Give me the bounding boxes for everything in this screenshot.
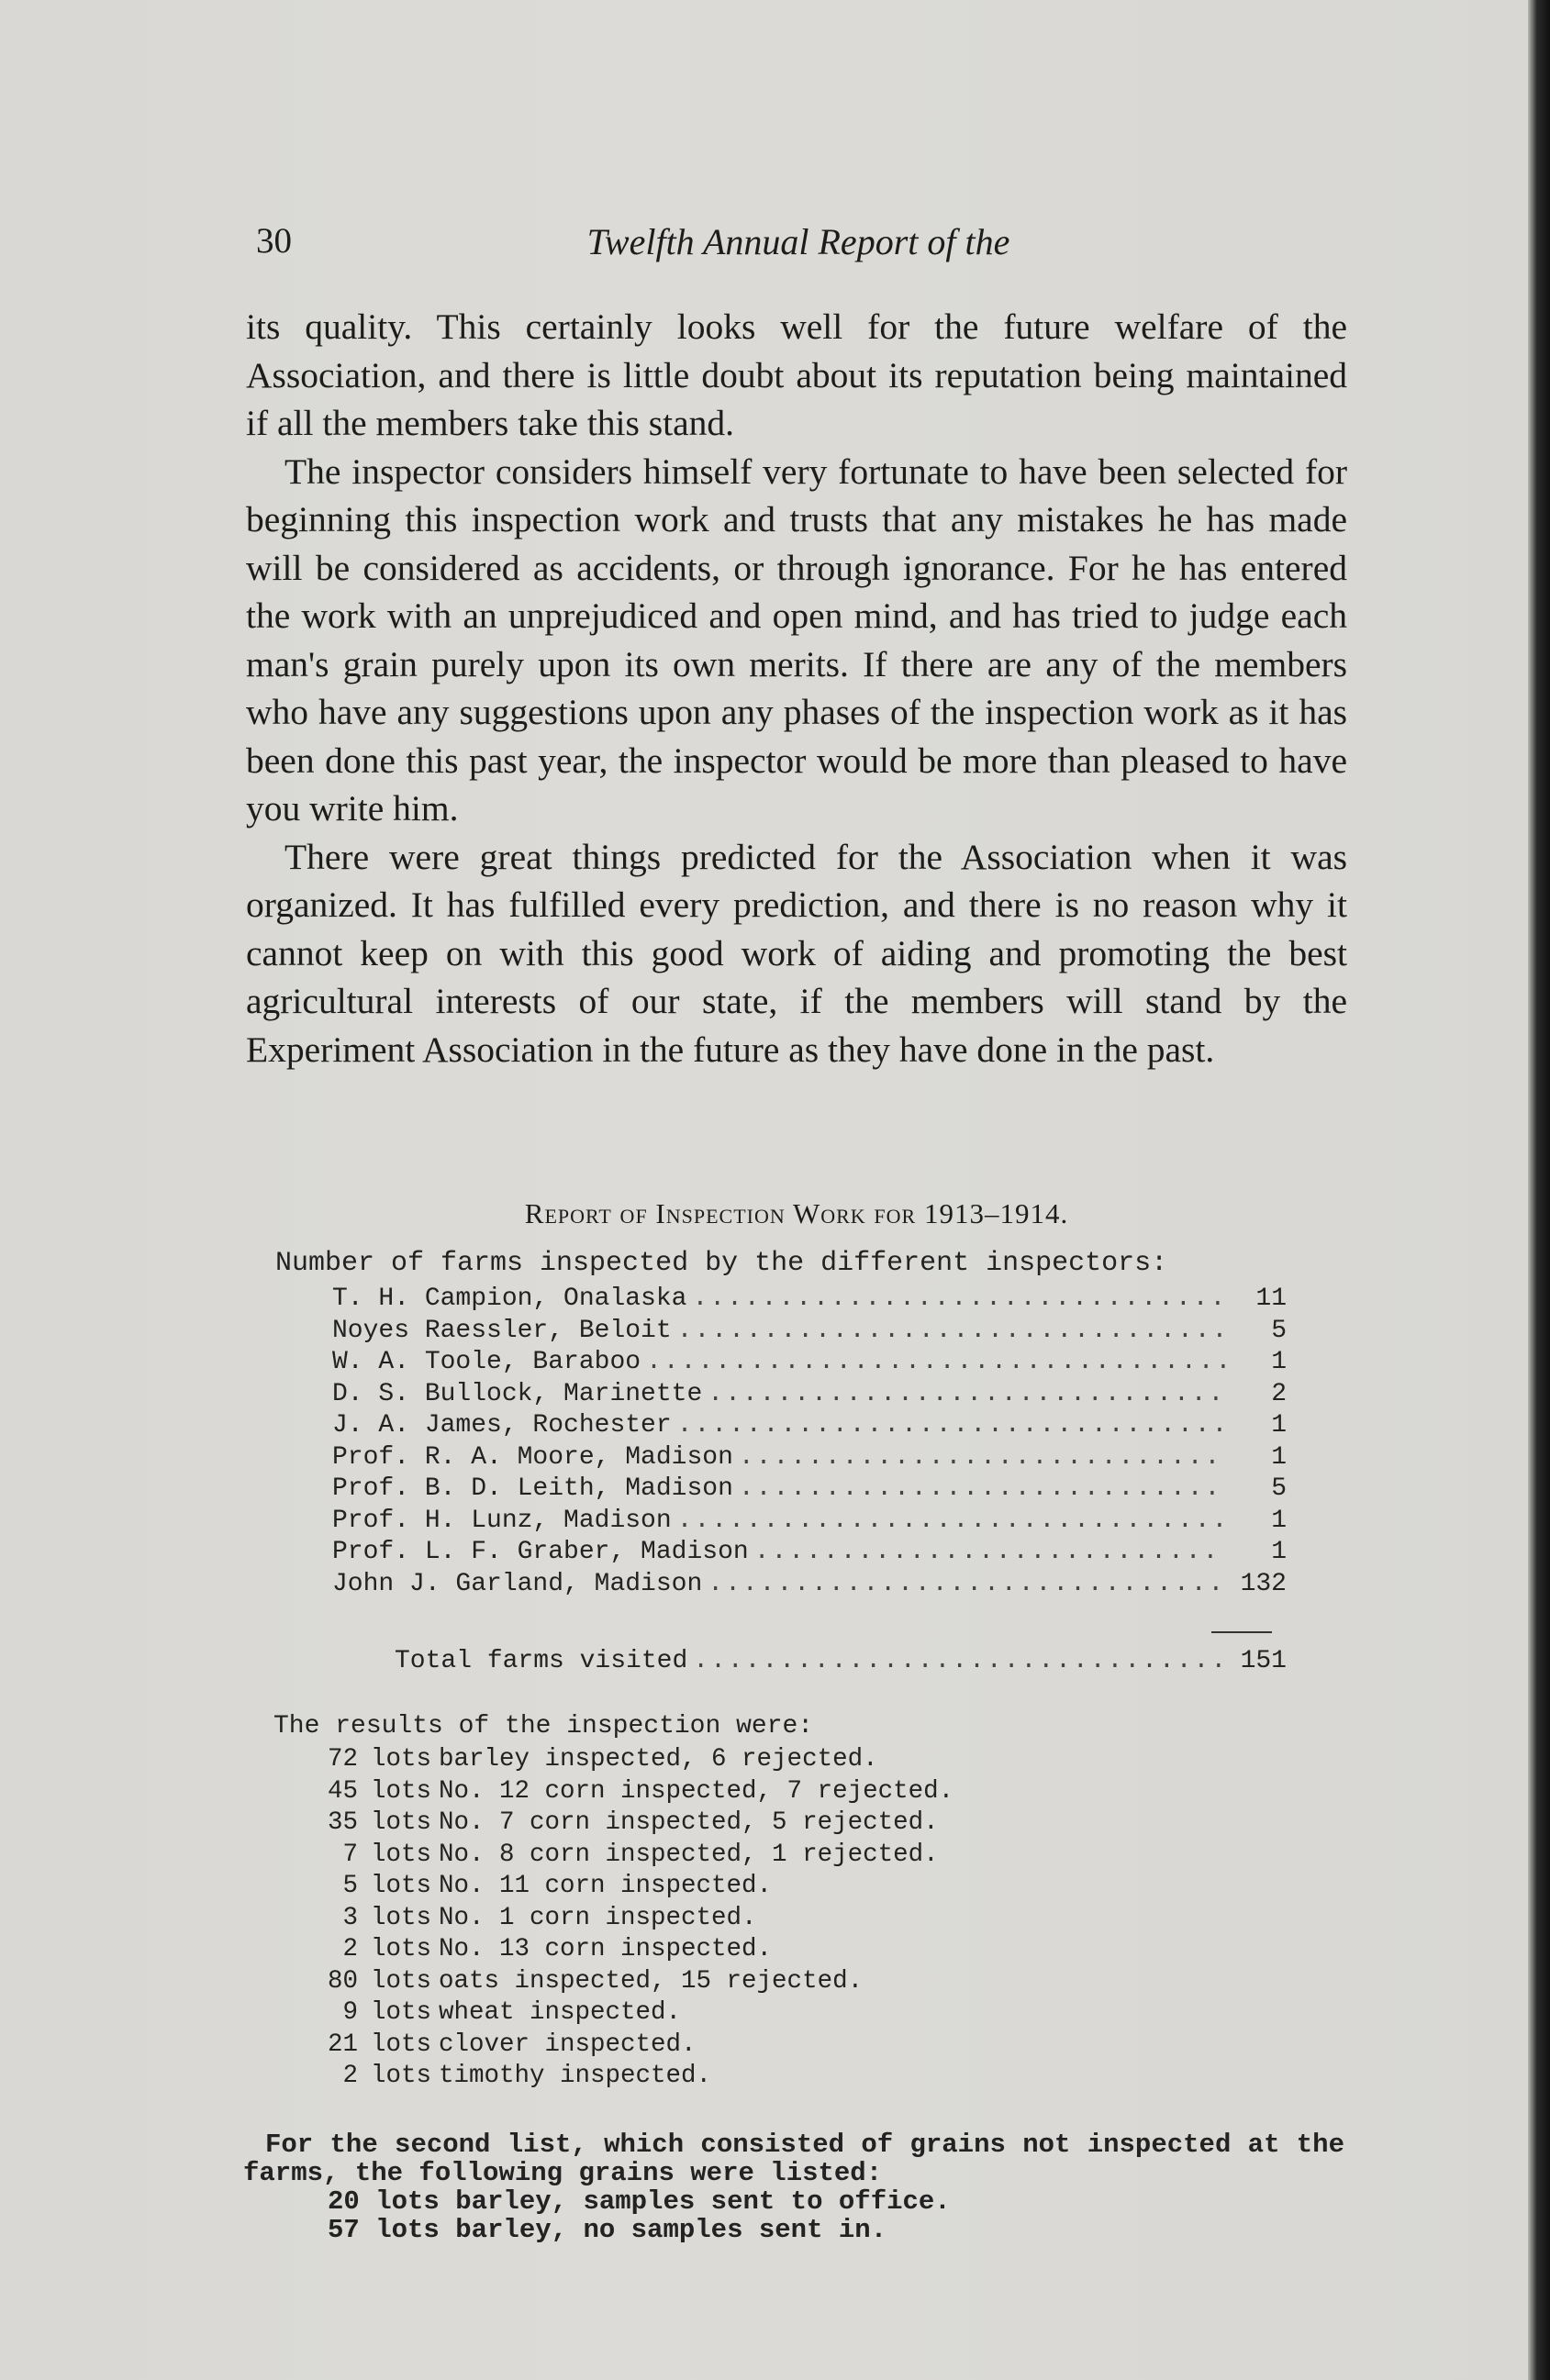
result-text: timothy inspected. xyxy=(439,2062,712,2090)
farm-count: 2 xyxy=(1271,1379,1287,1408)
total-row xyxy=(395,1647,1287,1675)
second-list xyxy=(243,2130,1344,2244)
total-count: 151 xyxy=(1240,1647,1287,1675)
result-count: 9 xyxy=(342,1998,358,2027)
inspector-name: T. H. Campion, Onalaska xyxy=(332,1285,687,1313)
farm-count: 1 xyxy=(1271,1411,1287,1440)
result-row xyxy=(312,1841,953,1873)
result-row xyxy=(312,1808,953,1841)
farm-row xyxy=(332,1317,1287,1349)
farm-count: 11 xyxy=(1255,1285,1287,1313)
inspector-name: Prof. B. D. Leith, Madison xyxy=(332,1474,733,1503)
result-text: oats inspected, 15 rejected. xyxy=(439,1966,864,1996)
farm-count: 5 xyxy=(1271,1316,1287,1345)
result-unit: lots xyxy=(371,2030,432,2059)
farm-row xyxy=(332,1570,1287,1602)
dot-leader xyxy=(677,1411,1226,1440)
farm-row xyxy=(332,1507,1287,1539)
dot-leader xyxy=(692,1285,1226,1313)
inspector-name: Noyes Raessler, Beloit xyxy=(332,1316,672,1345)
farms-list xyxy=(332,1285,1287,1601)
total-rule xyxy=(1211,1631,1272,1633)
result-unit: lots xyxy=(371,1808,432,1837)
farm-count: 1 xyxy=(1271,1442,1287,1472)
result-row xyxy=(312,1872,953,1904)
inspector-name: D. S. Bullock, Marinette xyxy=(332,1379,703,1408)
result-row xyxy=(312,1935,953,1967)
result-count: 35 xyxy=(327,1808,358,1837)
farm-count: 132 xyxy=(1240,1569,1287,1598)
result-unit: lots xyxy=(371,1998,432,2027)
section-title: Report of Inspection Work for 1913–1914. xyxy=(524,1197,1069,1229)
result-row xyxy=(312,1777,953,1809)
paragraph: There were great things predicted for the Association when it was organized. It has fulfilled every prediction, and there is no reason why it cannot keep on with this good work of aiding and promoting the best agricultural interests of our state, if the members will stand by the Experiment Association in the future as they have done in the past. xyxy=(246,836,1347,1070)
result-unit: lots xyxy=(371,1745,432,1774)
result-count: 3 xyxy=(342,1903,358,1932)
dot-leader xyxy=(677,1317,1226,1345)
farm-row xyxy=(332,1538,1287,1570)
farms-intro: Number of farms inspected by the different inspectors: xyxy=(275,1248,1168,1279)
farm-row xyxy=(332,1380,1287,1412)
result-text: No. 13 corn inspected. xyxy=(439,1935,773,1963)
result-text: No. 11 corn inspected. xyxy=(439,1872,773,1900)
result-count: 45 xyxy=(327,1776,358,1806)
inspector-name: John J. Garland, Madison xyxy=(332,1569,703,1598)
result-count: 7 xyxy=(342,1840,358,1869)
dot-leader xyxy=(646,1348,1226,1376)
result-row xyxy=(312,1904,953,1936)
results-intro: The results of the inspection were: xyxy=(273,1712,814,1741)
dot-leader xyxy=(739,1474,1226,1503)
result-unit: lots xyxy=(371,1966,432,1996)
farm-count: 5 xyxy=(1271,1474,1287,1503)
dot-leader xyxy=(739,1443,1226,1472)
second-list-row: 20 lots barley, samples sent to office. xyxy=(328,2186,951,2217)
result-row xyxy=(312,1745,953,1777)
result-unit: lots xyxy=(371,1776,432,1806)
second-list-intro: For the second list, which consisted of grains not inspected at the farms, the following grains were listed: xyxy=(243,2130,1344,2188)
dot-leader xyxy=(677,1507,1226,1535)
farm-count: 1 xyxy=(1271,1506,1287,1535)
result-unit: lots xyxy=(371,1840,432,1869)
page-number: 30 xyxy=(256,221,292,261)
result-count: 80 xyxy=(327,1966,358,1996)
results-list xyxy=(312,1745,953,2094)
farm-count: 1 xyxy=(1271,1348,1287,1376)
inspector-name: Prof. L. F. Graber, Madison xyxy=(332,1538,749,1566)
result-text: No. 12 corn inspected, 7 rejected. xyxy=(439,1776,954,1806)
farm-count: 1 xyxy=(1271,1538,1287,1566)
result-text: barley inspected, 6 rejected. xyxy=(439,1745,878,1774)
result-unit: lots xyxy=(371,1903,432,1932)
farm-row xyxy=(332,1411,1287,1443)
result-text: wheat inspected. xyxy=(439,1998,682,2027)
result-count: 2 xyxy=(342,2062,358,2090)
page-header xyxy=(243,220,1354,266)
result-row xyxy=(312,2062,953,2094)
inspector-name: Prof. R. A. Moore, Madison xyxy=(332,1442,733,1472)
result-unit: lots xyxy=(371,1935,432,1963)
dot-leader xyxy=(708,1380,1226,1408)
inspector-name: W. A. Toole, Baraboo xyxy=(332,1348,641,1376)
inspector-name: Prof. H. Lunz, Madison xyxy=(332,1506,672,1535)
total-label: Total farms visited xyxy=(395,1647,688,1675)
farm-row xyxy=(332,1474,1287,1507)
result-count: 2 xyxy=(342,1935,358,1963)
result-row xyxy=(312,1998,953,2030)
result-text: No. 8 corn inspected, 1 rejected. xyxy=(439,1840,939,1869)
running-title: Twelfth Annual Report of the xyxy=(586,221,1010,262)
dot-leader xyxy=(754,1538,1226,1566)
result-text: No. 7 corn inspected, 5 rejected. xyxy=(439,1808,939,1837)
paragraph: The inspector considers himself very fortunate to have been selected for beginning this inspection work and trusts that any mistakes he has made will be considered as accidents, or through ignorance. For he has entered the work with an unprejudiced and open mind, and has tried to judge each man's grain purely upon its own merits. If there are any of the members who have any suggestions upon any phases of the inspection work as it has been done this past year, the inspector would be more than pleased to have you write him. xyxy=(246,450,1347,829)
scan-edge xyxy=(1528,0,1550,2380)
result-row xyxy=(312,2030,953,2063)
inspector-name: J. A. James, Rochester xyxy=(332,1411,672,1440)
farm-row xyxy=(332,1443,1287,1475)
result-count: 72 xyxy=(327,1745,358,1774)
result-row xyxy=(312,1967,953,1999)
result-count: 5 xyxy=(342,1872,358,1900)
paragraph: its quality. This certainly looks well for the future welfare of the Association, and there is little doubt about its reputation being maintained if all the members take this stand. xyxy=(246,306,1347,443)
farm-row xyxy=(332,1348,1287,1380)
dot-leader xyxy=(693,1647,1226,1675)
farm-row xyxy=(332,1285,1287,1317)
result-unit: lots xyxy=(371,2062,432,2090)
result-unit: lots xyxy=(371,1872,432,1900)
result-text: No. 1 corn inspected. xyxy=(439,1903,757,1932)
dot-leader xyxy=(708,1570,1226,1598)
result-count: 21 xyxy=(327,2030,358,2059)
result-text: clover inspected. xyxy=(439,2030,697,2059)
second-list-row: 57 lots barley, no samples sent in. xyxy=(328,2215,887,2245)
body-text xyxy=(246,303,1347,1073)
